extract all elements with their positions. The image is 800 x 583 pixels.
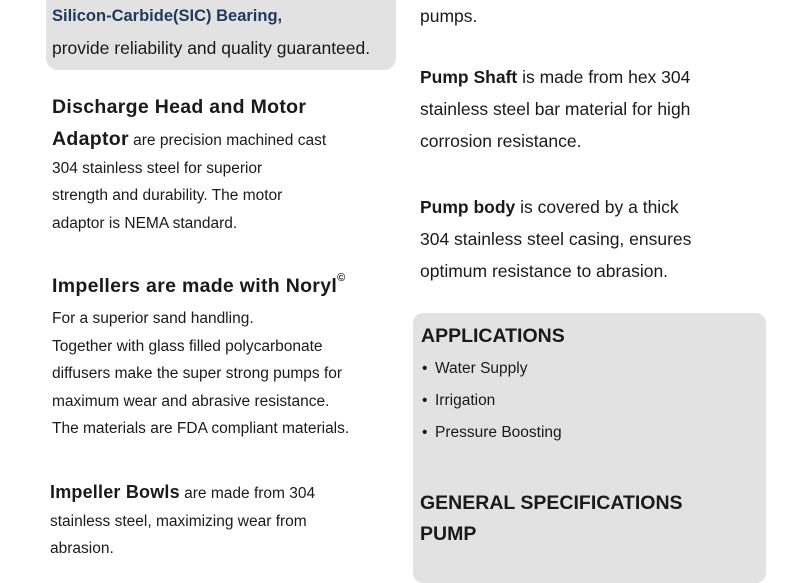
body-line-1: is covered by a thick (515, 197, 679, 217)
body-line-3: optimum resistance to abrasion. (420, 261, 669, 281)
adaptor-lead: Adaptor (52, 128, 129, 150)
shaft-line-2: stainless steel bar material for high (420, 99, 691, 119)
pump-body-paragraph (420, 191, 770, 287)
discharge-line-3: strength and durability. The motor (52, 187, 283, 204)
bowls-line-3: abrasion. (50, 540, 114, 557)
impellers-paragraph (52, 305, 412, 443)
impellers-line-5: The materials are FDA compliant materials. (52, 420, 350, 437)
discharge-head-paragraph (52, 126, 412, 237)
bullet-icon: • (422, 424, 428, 441)
general-specifications-heading (420, 488, 683, 550)
impeller-bowls-paragraph (50, 479, 410, 563)
pump-shaft-paragraph (420, 61, 760, 157)
impellers-heading-text: Impellers are made with Noryl (52, 275, 338, 297)
bullet-icon: • (422, 360, 428, 377)
general-spec-line-2: PUMP (420, 523, 477, 545)
sic-bearing-description: provide reliability and quality guaranteed. (52, 38, 371, 58)
impeller-bowls-lead: Impeller Bowls (50, 482, 180, 502)
pumps-text-fragment: pumps. (420, 6, 478, 26)
copyright-mark: © (337, 271, 346, 284)
bullet-icon: • (422, 392, 428, 409)
impellers-line-1: For a superior sand handling. (52, 310, 254, 327)
shaft-line-1: is made from hex 304 (517, 67, 691, 87)
impellers-line-2: Together with glass filled polycarbonate (52, 337, 323, 355)
application-item: • Pressure Boosting (422, 424, 562, 441)
impellers-heading (52, 271, 346, 298)
discharge-line-4: adaptor is NEMA standard. (52, 214, 238, 232)
shaft-line-3: corrosion resistance. (420, 131, 582, 151)
general-spec-line-1: GENERAL SPECIFICATIONS (420, 492, 683, 514)
application-item: • Irrigation (422, 392, 496, 409)
discharge-line-1: are precision machined cast (128, 132, 327, 149)
bowls-line-2: stainless steel, maximizing wear from (50, 512, 307, 530)
bowls-line-1: are made from 304 (179, 485, 316, 502)
applications-heading: APPLICATIONS (421, 325, 565, 347)
discharge-head-heading: Discharge Head and Motor (52, 96, 307, 118)
pump-shaft-lead: Pump Shaft (420, 67, 518, 87)
sic-bearing-title: Silicon-Carbide(SIC) Bearing, (52, 7, 283, 25)
application-item: • Water Supply (422, 360, 528, 377)
body-line-2: 304 stainless steel casing, ensures (420, 229, 692, 249)
impellers-line-4: maximum wear and abrasive resistance. (52, 392, 330, 410)
discharge-line-2: 304 stainless steel for superior (52, 159, 263, 177)
pump-body-lead: Pump body (420, 197, 516, 217)
impellers-line-3: diffusers make the super strong pumps for (52, 365, 343, 382)
